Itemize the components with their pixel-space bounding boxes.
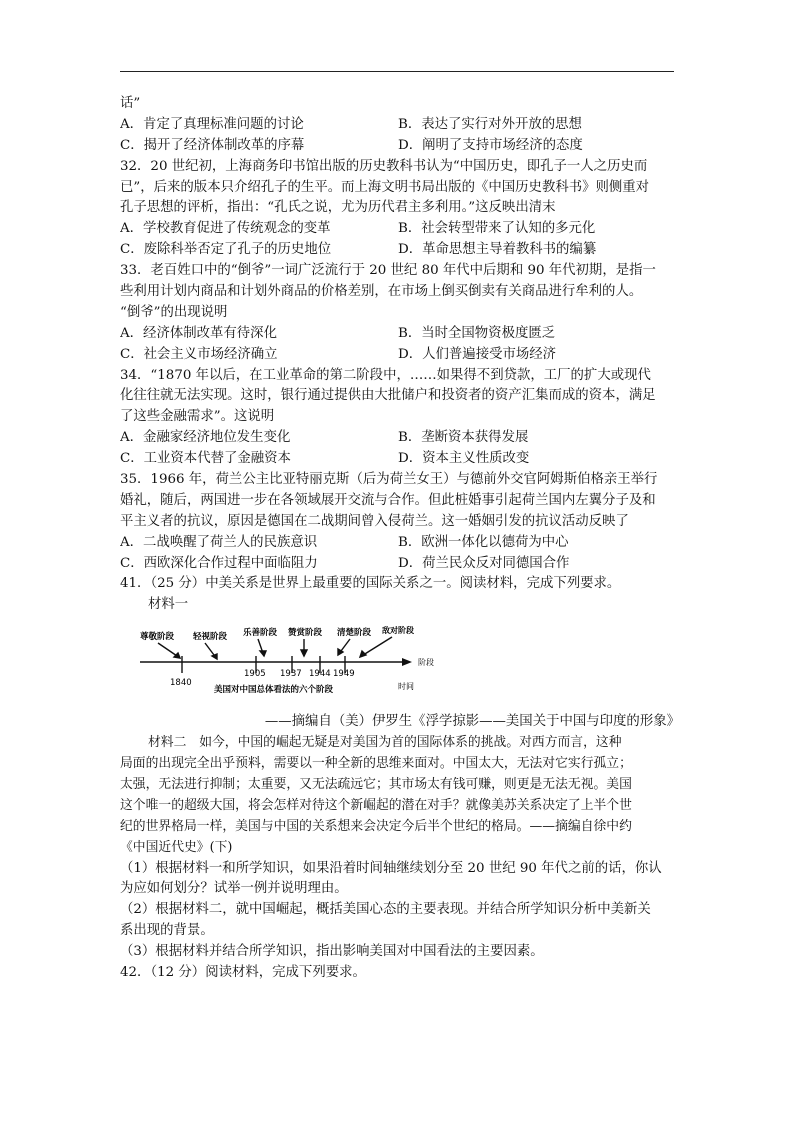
q33-stem-line: 些利用计划内商品和计划外商品的价格差别，在市场上倒买倒卖有关商品进行牟利的人。 [120, 284, 643, 300]
material2-line: 纪的世界格局一样，美国与中国的关系想来会决定今后半个世纪的格局。——摘编自徐中约 [120, 818, 632, 834]
timeline-caption: 美国对中国总体看法的六个阶段 [214, 685, 334, 696]
q41-material1-label: 材料一 [148, 597, 189, 613]
q32-option-c[interactable]: C．废除科举否定了孔子的历史地位 [120, 242, 332, 258]
q33-stem-line: “倒爷”的出现说明 [120, 304, 228, 320]
timeline-figure [120, 616, 680, 712]
time-axis-label: 时间 [398, 682, 414, 692]
q31-tail: 话” [120, 96, 141, 111]
q33-options-row-2 [120, 345, 680, 366]
q41-question-line: 系出现的背景。 [120, 923, 214, 939]
q32-stem-line: 孔子思想的评析，指出：“孔氏之说，尤为历代君主多利用。”这反映出清末 [120, 200, 556, 216]
stage-label: 清楚阶段 [337, 628, 372, 639]
timeline-svg [140, 616, 450, 708]
q33-option-b[interactable]: B．当时全国物资极度匮乏 [398, 325, 556, 341]
q32-option-b[interactable]: B．社会转型带来了认知的多元化 [398, 221, 596, 237]
material2-line: 太强，无法进行抑制；太重要，又无法疏远它；其市场太有钱可赚，则更是无法无视。美国 [120, 776, 632, 792]
q31-option-b[interactable]: B．表达了实行对外开放的思想 [398, 116, 582, 132]
q31-options-row-2 [120, 136, 680, 157]
q31-option-c[interactable]: C．揭开了经济体制改革的序幕 [120, 137, 305, 153]
q32-stem-line: 32．20 世纪初，上海商务印书馆出版的历史教科书认为“中国历史，即孔子一人之历史而 [120, 158, 648, 174]
q35-stem-line: 平主义者的抗议，原因是德国在二战期间曾入侵荷兰。这一婚姻引发的抗议活动反映了 [120, 513, 629, 529]
q33-option-c[interactable]: C．社会主义市场经济确立 [120, 346, 278, 362]
header-rule [120, 71, 674, 72]
material1-source: ——摘编自（美）伊罗生《浮学掠影——美国关于中国与印度的形象》 [264, 714, 680, 730]
q33-stem-line: 33．老百姓口中的“倒爷”一词广泛流行于 20 世纪 80 年代中后期和 90 年代初期，是指一 [120, 263, 656, 279]
q42-intro: 42．（12 分）阅读材料，完成下列要求。 [120, 964, 366, 980]
stage-label: 尊敬阶段 [140, 632, 175, 643]
q41-question-line: （3）根据材料并结合所学知识，指出影响美国对中国看法的主要因素。 [120, 944, 544, 960]
q41-question-line: 为应如何划分？试举一例并说明理由。 [120, 881, 348, 897]
q35-option-b[interactable]: B．欧洲一体化以德荷为中心 [398, 534, 569, 550]
q32-stem-line: 已”，后来的版本只介绍孔子的生平。而上海文明书局出版的《中国历史教科书》则侧重对 [120, 179, 650, 195]
q35-options-row-1 [120, 533, 680, 554]
q33-option-d[interactable]: D．人们普遍接受市场经济 [398, 346, 557, 362]
material2-line: 这个唯一的超级大国，将会怎样对待这个新崛起的潜在对手？就像美苏关系决定了上半个世 [120, 797, 632, 813]
q32-option-a[interactable]: A．学校教育促进了传统观念的变革 [120, 221, 331, 237]
q32-options-row-2 [120, 240, 680, 261]
q34-option-d[interactable]: D．资本主义性质改变 [398, 451, 530, 467]
q34-options-row-1 [120, 428, 680, 449]
q32-options-row-1 [120, 219, 680, 240]
q41-question-line: （1）根据材料一和所学知识，如果沿着时间轴继续划分至 20 世纪 90 年代之前的话，你认 [120, 860, 662, 876]
material2-line: 材料二 如今，中国的崛起无疑是对美国为首的国际体系的挑战。对西方而言，这种 [148, 735, 622, 751]
q33-options-row-1 [120, 324, 680, 345]
stage-label: 乐善阶段 [243, 628, 278, 639]
stage-axis-label: 阶段 [418, 658, 434, 668]
q31-option-a[interactable]: A．肯定了真理标准问题的讨论 [120, 116, 304, 132]
stage-label: 敌对阶段 [382, 626, 414, 636]
exam-page [120, 94, 680, 984]
year-label: 1944 [309, 669, 331, 680]
stage-label: 赞赏阶段 [288, 628, 323, 639]
q34-option-a[interactable]: A．金融家经济地位发生变化 [120, 430, 291, 446]
q34-option-c[interactable]: C．工业资本代替了金融资本 [120, 451, 291, 467]
q41-intro: 41．（25 分）中美关系是世界上最重要的国际关系之一。阅读材料，完成下列要求。 [120, 576, 621, 592]
q35-stem-line: 35．1966 年，荷兰公主比亚特丽克斯（后为荷兰女王）与德前外交官阿姆斯伯格亲王举行 [120, 472, 658, 488]
q35-option-c[interactable]: C．西欧深化合作过程中面临阻力 [120, 555, 318, 571]
q34-stem-line: 了这些金融需求”。这说明 [120, 409, 275, 425]
material2-line: 《中国近代史》(下) [120, 839, 233, 855]
material2 [120, 733, 680, 858]
q35-option-d[interactable]: D．荷兰民众反对同德国合作 [398, 555, 570, 571]
q34-stem-line: 化往往就无法实现。这时，银行通过提供由大批储户和投资者的资产汇集而成的资本，满足 [120, 388, 656, 404]
year-label: 1949 [333, 669, 355, 680]
stage-label: 轻视阶段 [193, 632, 228, 643]
q32-option-d[interactable]: D．革命思想主导着教科书的编纂 [398, 242, 597, 258]
q41-question-line: （2）根据材料二，就中国崛起，概括美国心态的主要表现。并结合所学知识分析中美新关 [120, 902, 651, 918]
year-label: 1937 [280, 669, 302, 680]
q35-option-a[interactable]: A．二战唤醒了荷兰人的民族意识 [120, 534, 318, 550]
q34-stem-line: 34．“1870 年以后，在工业革命的第二阶段中，……如果得不到贷款，工厂的扩大或现代 [120, 367, 651, 383]
material2-line: 局面的出现完全出乎预料，需要以一种全新的思维来面对。中国太大，无法对它实行孤立； [120, 756, 632, 772]
q34-option-b[interactable]: B．垄断资本获得发展 [398, 430, 529, 446]
q34-options-row-2 [120, 449, 680, 470]
year-label: 1840 [170, 678, 192, 689]
q31-options-row-1 [120, 115, 680, 136]
q35-stem-line: 婚礼，随后，两国进一步在各领域展开交流与合作。但此桩婚事引起荷兰国内左翼分子及和 [120, 492, 656, 508]
q31-option-d[interactable]: D．阐明了支持市场经济的态度 [398, 137, 583, 153]
q35-options-row-2 [120, 554, 680, 575]
q33-option-a[interactable]: A．经济体制改革有待深化 [120, 325, 277, 341]
year-label: 1905 [244, 669, 266, 680]
axis-arrowhead [402, 658, 412, 666]
